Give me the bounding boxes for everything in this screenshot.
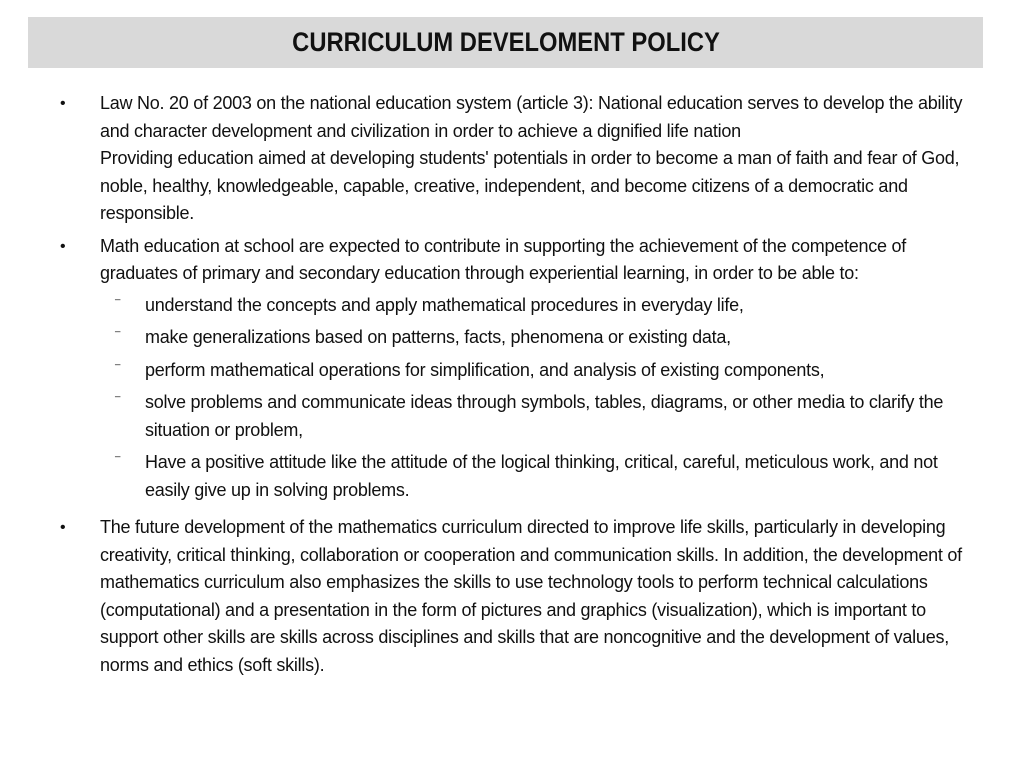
bullet-paragraph: Providing education aimed at developing students' potentials in order to become a man of faith and fear of God, noble, healthy, knowledgeable, capable, creative, independent, and become citizens of a democratic and responsible. [100, 148, 960, 223]
sub-item [100, 389, 984, 444]
sub-marker: ⁻ [114, 293, 122, 310]
sub-item [100, 357, 984, 385]
sub-item [100, 292, 984, 320]
sub-list [100, 292, 984, 505]
bullet-item-future-development [58, 514, 984, 679]
bullet-marker: • [60, 95, 66, 112]
bullet-paragraph: The future development of the mathematics curriculum directed to improve life skills, particularly in developing creativity, critical thinking, collaboration or cooperation and communication skills. In addition, the development of mathematics curriculum also emphasizes the skills to use technology tools to perform technical calculations (computational) and a presentation in the form of pictures and graphics (visualization), which is important to support other skills are skills across disciplines and skills that are noncognitive and the development of values, norms and ethics (soft skills). [100, 517, 962, 675]
sub-marker: ⁻ [114, 391, 122, 407]
bullet-marker: • [60, 519, 66, 536]
bullet-item-law [58, 90, 984, 228]
bullet-text [100, 514, 984, 679]
sub-item [100, 324, 984, 352]
sub-text: Have a positive attitude like the attitude of the logical thinking, critical, careful, meticulous work, and not easily give up in solving problems. [145, 452, 938, 500]
bullet-list [58, 90, 984, 684]
sub-item [100, 449, 984, 504]
bullet-paragraph: Law No. 20 of 2003 on the national education system (article 3): National education serves to develop the ability and character development and civilization in order to achieve a dignified life nation [100, 93, 963, 141]
sub-text: make generalizations based on patterns, facts, phenomena or existing data, [145, 327, 731, 347]
sub-text: solve problems and communicate ideas through symbols, tables, diagrams, or other media to clarify the situation or problem, [145, 392, 944, 440]
bullet-paragraph: Math education at school are expected to contribute in supporting the achievement of the competence of graduates of primary and secondary education through experiential learning, in order to be able to: [100, 235, 907, 283]
bullet-text [100, 233, 984, 510]
sub-marker: ⁻ [114, 326, 122, 342]
sub-marker: ⁻ [114, 358, 122, 375]
page-title: CURRICULUM DEVELOMENT POLICY [291, 27, 720, 57]
sub-marker: ⁻ [114, 451, 122, 467]
sub-text: understand the concepts and apply mathematical procedures in everyday life, [145, 294, 744, 315]
bullet-marker: • [60, 237, 66, 255]
bullet-text [100, 90, 984, 228]
sub-text: perform mathematical operations for simplification, and analysis of existing components, [145, 359, 825, 380]
bullet-item-math-education [58, 233, 984, 510]
title-bar [28, 17, 983, 68]
